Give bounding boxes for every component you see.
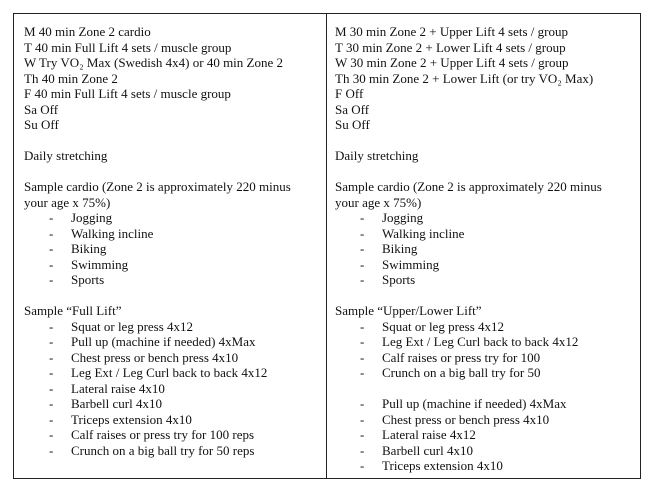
schedule-tuesday: T 30 min Zone 2 + Lower Lift 4 sets / group [335, 39, 566, 55]
list-item: - Chest press or bench press 4x10 [360, 411, 550, 427]
schedule-monday: M 30 min Zone 2 + Upper Lift 4 sets / group [335, 24, 568, 39]
list-item: - Barbell curl 4x10 [49, 396, 162, 411]
schedule-saturday: Sa Off [335, 101, 370, 117]
list-item: - Squat or leg press 4x12 [360, 318, 505, 334]
schedule-tuesday: T 40 min Full Lift 4 sets / muscle group [24, 39, 232, 55]
schedule-friday: F 40 min Full Lift 4 sets / muscle group [24, 86, 231, 101]
list-item: - Walking incline [49, 225, 154, 241]
list-item: - Leg Ext / Leg Curl back to back 4x12 [49, 365, 268, 380]
stretching-note: Daily stretching [335, 148, 419, 163]
cardio-heading-cont: your age x 75%) [24, 194, 111, 210]
list-item: - Jogging [49, 210, 113, 225]
schedule-thursday: Th 40 min Zone 2 [24, 70, 118, 86]
list-item: - Sports [360, 272, 416, 287]
list-item: - Sports [49, 272, 105, 287]
schedule-monday: M 40 min Zone 2 cardio [24, 24, 151, 39]
cardio-heading: Sample cardio (Zone 2 is approximately 220 minus [24, 179, 291, 194]
list-item: - Swimming [360, 256, 440, 272]
right-plan-column [327, 14, 640, 478]
upper-lift-list [335, 396, 640, 474]
list-item: - Crunch on a big ball try for 50 reps [49, 442, 255, 458]
schedule-sunday: Su Off [335, 117, 370, 132]
list-item: - Pull up (machine if needed) 4xMax [49, 334, 256, 349]
list-item: - Squat or leg press 4x12 [49, 318, 194, 334]
schedule-saturday: Sa Off [24, 101, 59, 117]
schedule-wednesday: W Try VO₂ Max (Swedish 4x4) or 40 min Zone 2 [24, 55, 283, 70]
list-item: - Chest press or bench press 4x10 [49, 349, 239, 365]
list-item: - Walking incline [360, 225, 465, 241]
schedule-sunday: Su Off [24, 117, 59, 132]
list-item: - Biking [360, 241, 418, 256]
list-item: - Swimming [49, 256, 129, 272]
list-item: - Biking [49, 241, 107, 256]
lift-list [24, 319, 326, 459]
cardio-heading-cont: your age x 75%) [335, 194, 422, 210]
list-item: - Leg Ext / Leg Curl back to back 4x12 [360, 334, 579, 349]
list-item: - Triceps extension 4x10 [360, 458, 503, 473]
list-item: - Lateral raise 4x12 [360, 427, 476, 442]
list-item: - Pull up (machine if needed) 4xMax [360, 396, 567, 411]
plan-table [13, 13, 641, 479]
schedule-wednesday: W 30 min Zone 2 + Upper Lift 4 sets / group [335, 55, 569, 70]
list-item: - Calf raises or press try for 100 reps [49, 427, 255, 442]
list-item: - Lateral raise 4x10 [49, 380, 165, 396]
list-item: - Jogging [360, 210, 424, 225]
cardio-heading: Sample cardio (Zone 2 is approximately 220 minus [335, 179, 602, 194]
list-item: - Crunch on a big ball try for 50 [360, 365, 541, 380]
list-item: - Calf raises or press try for 100 [360, 349, 541, 365]
cardio-list [335, 210, 640, 288]
cardio-list [24, 210, 326, 288]
list-item: - Triceps extension 4x10 [49, 411, 192, 427]
schedule-thursday: Th 30 min Zone 2 + Lower Lift (or try VO₂ Max) [335, 70, 594, 86]
list-item: - Barbell curl 4x10 [360, 442, 473, 458]
lower-lift-list [335, 319, 640, 381]
lift-heading: Sample “Upper/Lower Lift” [335, 303, 482, 318]
stretching-note: Daily stretching [24, 148, 108, 163]
lift-heading: Sample “Full Lift” [24, 303, 122, 318]
left-plan-column [14, 14, 327, 478]
schedule-friday: F Off [335, 86, 364, 101]
